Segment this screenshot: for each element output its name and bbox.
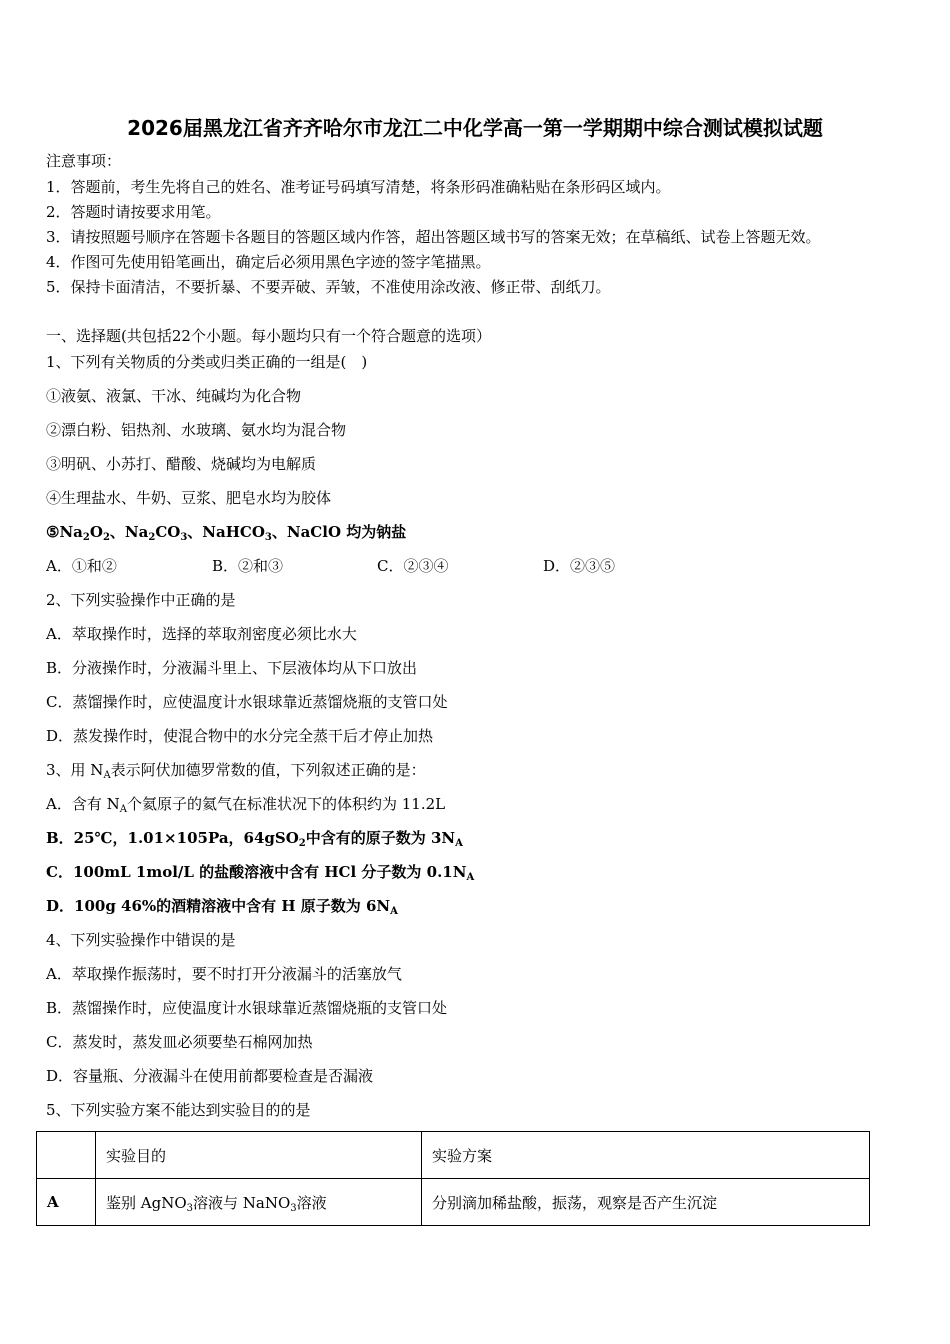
notice-heading: 注意事项： <box>46 152 122 170</box>
notice-item-2: 2．答题时请按要求用笔。 <box>46 203 221 221</box>
q1-option-c: C．②③④ <box>377 557 449 575</box>
q3-option-d: D．100g 46%的酒精溶液中含有 H 原子数为 $6N_A$ <box>46 897 398 917</box>
q3-option-c: C．100mL 1mol/L 的盐酸溶液中含有 HCl 分子数为 $0.1N_A$ <box>46 863 475 883</box>
table-header-row <box>37 1132 870 1179</box>
table-row-plan: 分别滴加稀盐酸，振荡，观察是否产生沉淀 <box>422 1179 870 1226</box>
q1-statement-5: $⑤Na_2O_2$、$Na_2CO_3$、NaHCO$_3$、NaClO 均为钠盐 <box>46 523 407 543</box>
q3-option-a: A．含有 $N_A$个氦原子的氦气在标准状况下的体积约为 11.2L <box>46 795 446 815</box>
table-row <box>37 1179 870 1226</box>
exam-title: 2026届黑龙江省齐齐哈尔市龙江二中化学高一第一学期期中综合测试模拟试题 <box>127 116 823 140</box>
notice-item-3: 3．请按照题号顺序在答题卡各题目的答题区域内作答，超出答题区域书写的答案无效；在草稿纸、试卷上答题无效。 <box>46 228 821 246</box>
q4-option-d: D．容量瓶、分液漏斗在使用前都要检查是否漏液 <box>46 1067 374 1085</box>
q4-stem: 4、下列实验操作中错误的是 <box>46 931 236 949</box>
section-heading: 一、选择题(共包括22个小题。每小题均只有一个符合题意的选项） <box>46 327 491 345</box>
table-header-purpose: 实验目的 <box>96 1132 422 1179</box>
q4-option-c: C．蒸发时，蒸发皿必须要垫石棉网加热 <box>46 1033 313 1051</box>
q5-stem: 5、下列实验方案不能达到实验目的的是 <box>46 1101 311 1119</box>
q1-option-d: D．②③⑤ <box>543 557 616 575</box>
q3-stem: 3、用 $N_A$表示阿伏加德罗常数的值，下列叙述正确的是： <box>46 761 426 781</box>
q2-option-b: B．分液操作时，分液漏斗里上、下层液体均从下口放出 <box>46 659 418 677</box>
q1-statement-4: ④生理盐水、牛奶、豆浆、肥皂水均为胶体 <box>46 489 332 507</box>
q1-statement-1: ①液氨、液氯、干冰、纯碱均为化合物 <box>46 387 302 405</box>
q2-option-c: C．蒸馏操作时，应使温度计水银球靠近蒸馏烧瓶的支管口处 <box>46 693 448 711</box>
q1-statement-3: ③明矾、小苏打、醋酸、烧碱均为电解质 <box>46 455 317 473</box>
notice-item-1: 1．答题前，考生先将自己的姓名、准考证号码填写清楚，将条形码准确粘贴在条形码区域内。 <box>46 178 671 196</box>
table-header-plan: 实验方案 <box>422 1132 870 1179</box>
notice-item-4: 4．作图可先使用铅笔画出，确定后必须用黑色字迹的签字笔描黑。 <box>46 253 491 271</box>
q1-statement-2: ②漂白粉、铝热剂、水玻璃、氨水均为混合物 <box>46 421 347 439</box>
q2-stem: 2、下列实验操作中正确的是 <box>46 591 236 609</box>
q2-option-a: A．萃取操作时，选择的萃取剂密度必须比水大 <box>46 625 357 643</box>
q1-option-b: B．②和③ <box>212 557 284 575</box>
table-row-label: A <box>37 1179 96 1226</box>
q1-stem: 1、下列有关物质的分类或归类正确的一组是( ) <box>46 353 368 371</box>
q4-option-a: A．萃取操作振荡时，要不时打开分液漏斗的活塞放气 <box>46 965 402 983</box>
q3-option-b: B．25℃，1.01×105Pa，64gSO$_2$中含有的原子数为 $3N_A$ <box>46 829 463 849</box>
table-row-purpose: 鉴别 AgNO$_3$溶液与 NaNO$_3$溶液 <box>96 1179 422 1226</box>
table-header-blank <box>37 1132 96 1179</box>
q1-option-a: A．①和② <box>46 557 117 575</box>
q4-option-b: B．蒸馏操作时，应使温度计水银球靠近蒸馏烧瓶的支管口处 <box>46 999 448 1017</box>
notice-item-5: 5．保持卡面清洁，不要折暴、不要弄破、弄皱，不准使用涂改液、修正带、刮纸刀。 <box>46 278 611 296</box>
experiment-table <box>36 1131 870 1226</box>
q2-option-d: D．蒸发操作时，使混合物中的水分完全蒸干后才停止加热 <box>46 727 434 745</box>
